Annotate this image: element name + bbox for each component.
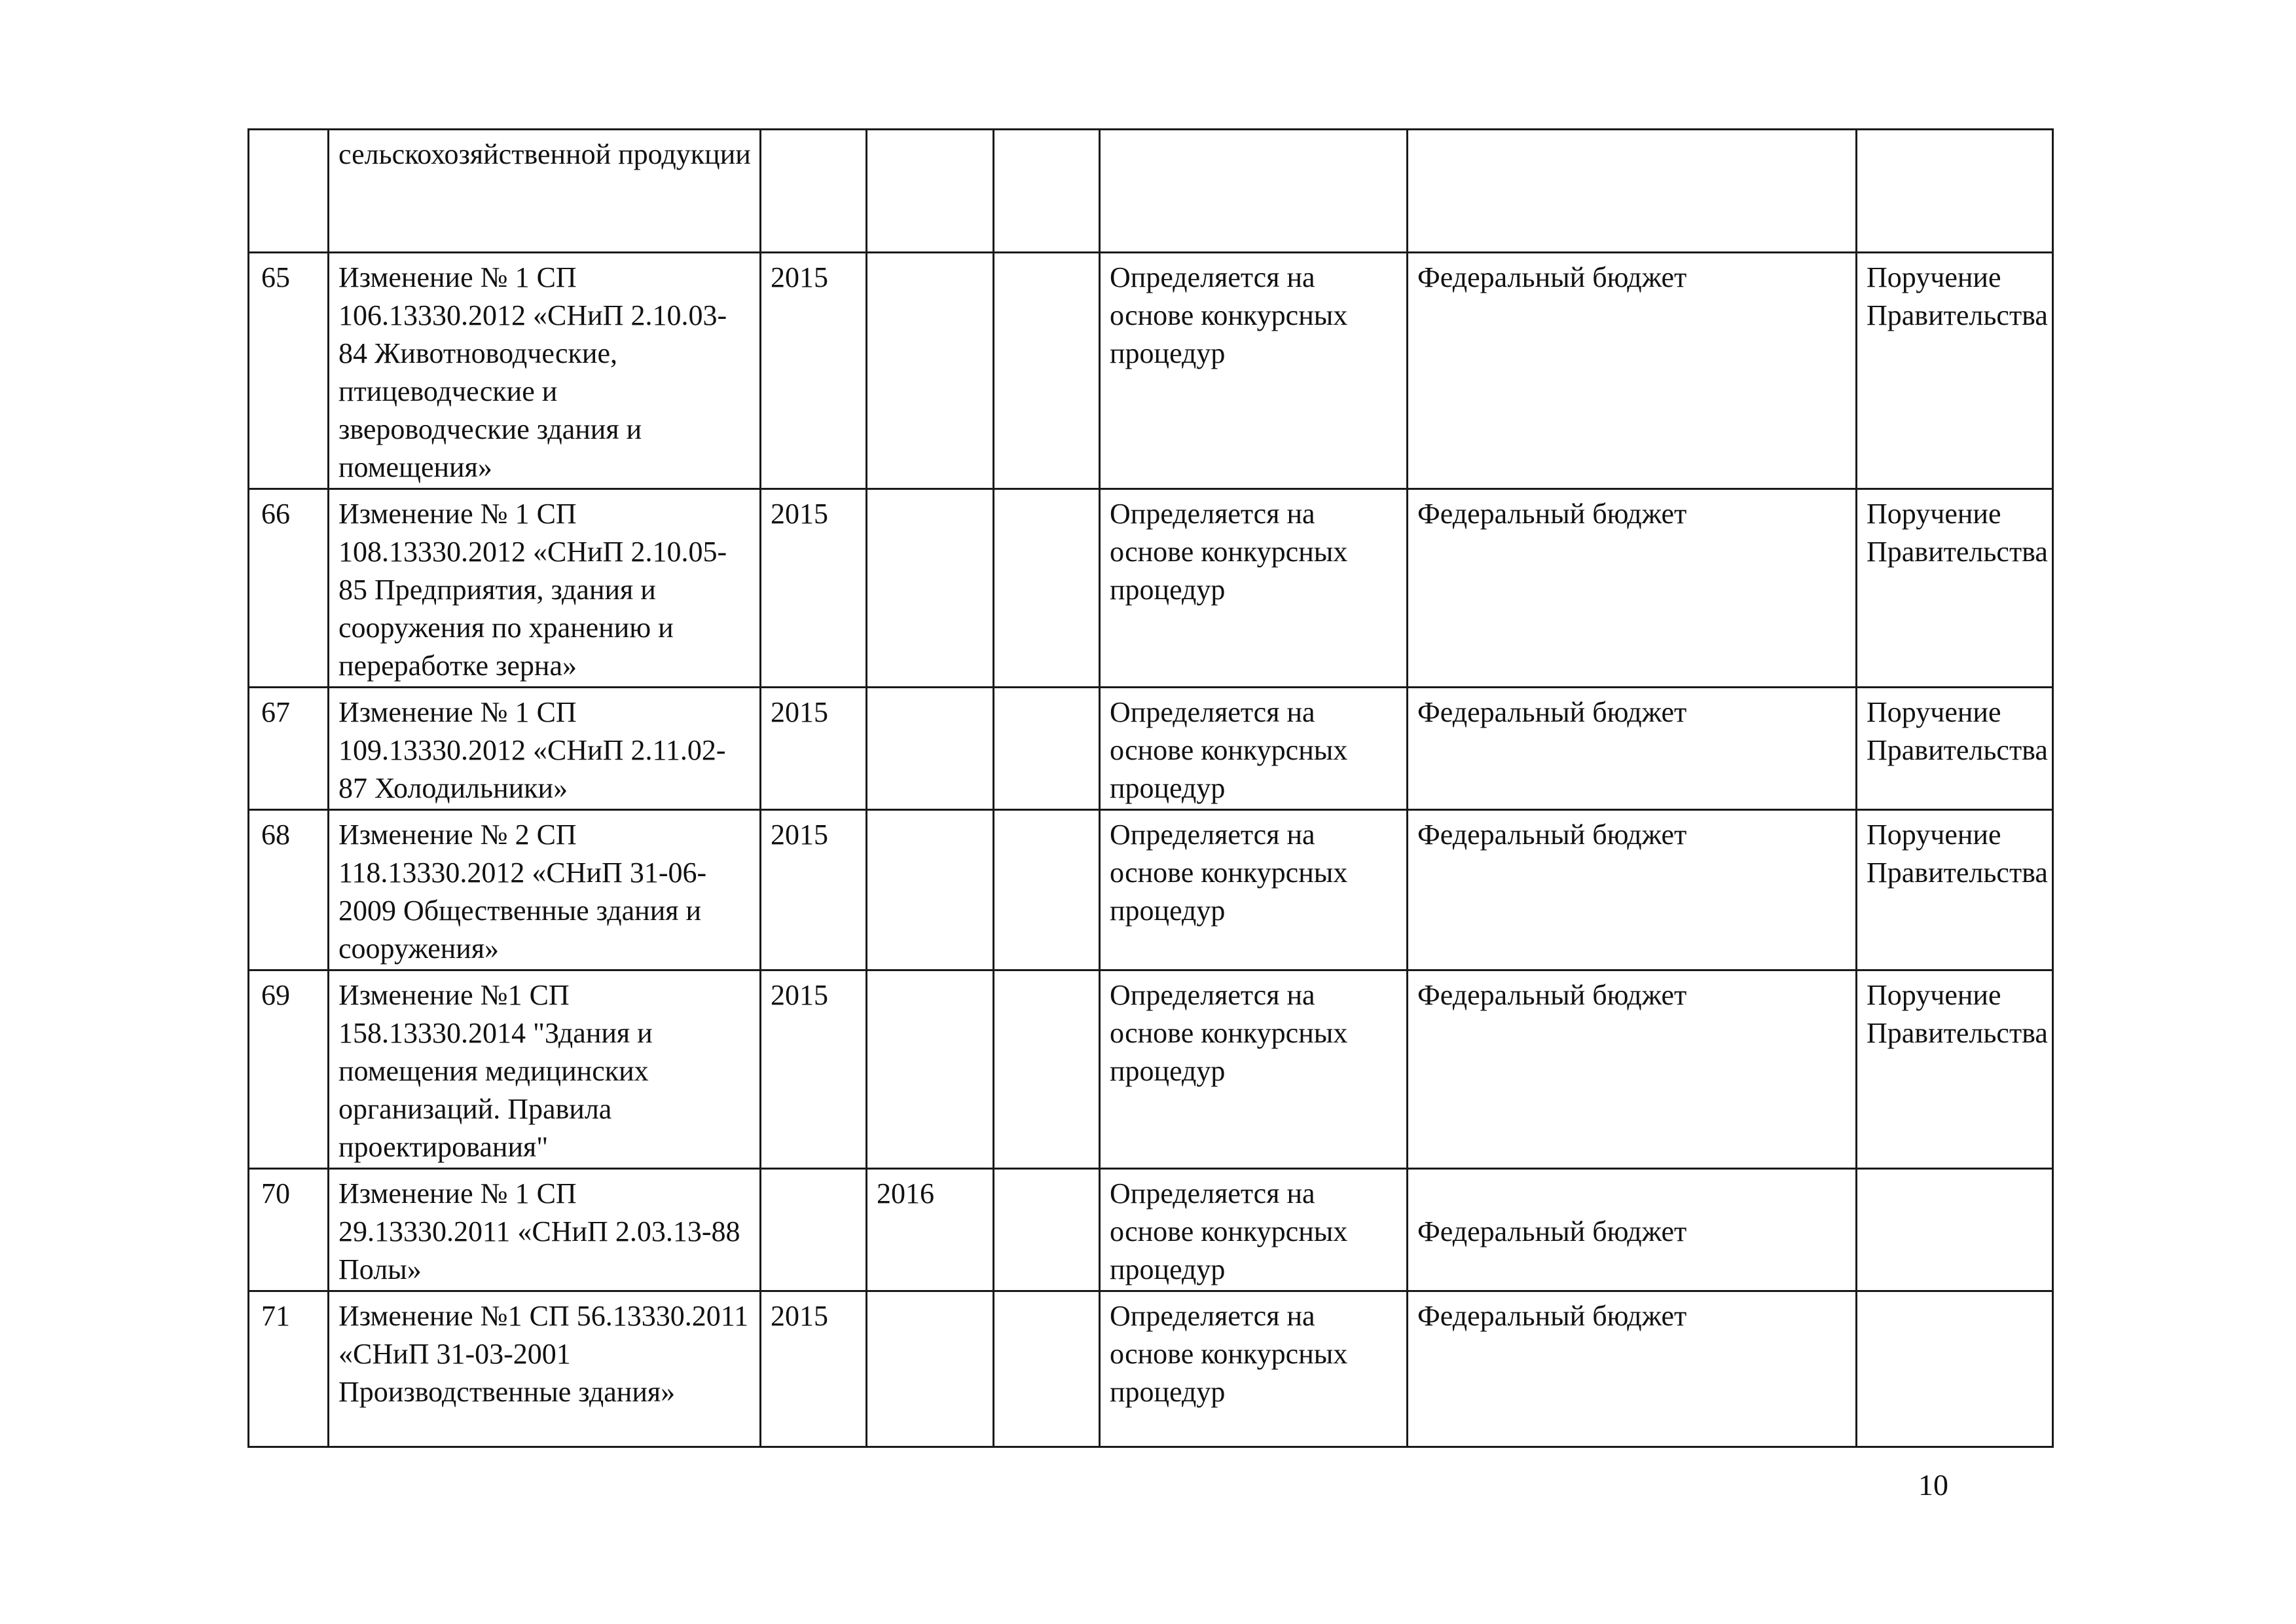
row-number: 67 — [249, 688, 329, 810]
row-number: 66 — [249, 489, 329, 688]
year-2016-cell — [867, 970, 994, 1169]
year-2015-cell: 2015 — [761, 810, 867, 970]
year-2015-cell: 2015 — [761, 253, 867, 489]
document-name: Изменение № 2 СП 118.13330.2012 «СНиП 31-06-2009 Общественные здания и сооружения» — [329, 810, 761, 970]
year-2015-cell — [761, 1169, 867, 1291]
year-2015-cell: 2015 — [761, 489, 867, 688]
basis-cell — [1857, 130, 2053, 253]
funding-source-cell — [1408, 130, 1857, 253]
document-name: Изменение №1 СП 158.13330.2014 "Здания и помещения медицинских организаций. Правила проектирования" — [329, 970, 761, 1169]
plan-table — [247, 128, 2054, 1448]
year-2015-cell — [761, 130, 867, 253]
executor-cell: Определяется на основе конкурсных процедур — [1100, 688, 1408, 810]
basis-cell: Поручение Правительства — [1857, 810, 2053, 970]
executor-cell: Определяется на основе конкурсных процедур — [1100, 1291, 1408, 1447]
table-row — [249, 810, 2053, 970]
empty-cell — [994, 688, 1100, 810]
year-2016-cell — [867, 130, 994, 253]
year-2016-cell: 2016 — [867, 1169, 994, 1291]
basis-cell: Поручение Правительства — [1857, 970, 2053, 1169]
year-2016-cell — [867, 489, 994, 688]
empty-cell — [994, 1169, 1100, 1291]
year-2016-cell — [867, 688, 994, 810]
table-row — [249, 489, 2053, 688]
document-name: сельскохозяйственной продукции — [329, 130, 761, 253]
year-2015-cell: 2015 — [761, 1291, 867, 1447]
row-number: 65 — [249, 253, 329, 489]
document-name: Изменение №1 СП 56.13330.2011 «СНиП 31-03-2001 Производственные здания» — [329, 1291, 761, 1447]
year-2015-cell: 2015 — [761, 688, 867, 810]
funding-source-cell: Федеральный бюджет — [1408, 970, 1857, 1169]
executor-cell: Определяется на основе конкурсных процедур — [1100, 970, 1408, 1169]
empty-cell — [994, 489, 1100, 688]
year-2016-cell — [867, 810, 994, 970]
executor-cell — [1100, 130, 1408, 253]
row-number: 68 — [249, 810, 329, 970]
document-name: Изменение № 1 СП 29.13330.2011 «СНиП 2.03.13-88 Полы» — [329, 1169, 761, 1291]
year-2016-cell — [867, 1291, 994, 1447]
document-name: Изменение № 1 СП 109.13330.2012 «СНиП 2.11.02-87 Холодильники» — [329, 688, 761, 810]
executor-cell: Определяется на основе конкурсных процедур — [1100, 253, 1408, 489]
executor-cell: Определяется на основе конкурсных процедур — [1100, 810, 1408, 970]
table-row — [249, 130, 2053, 253]
funding-source-cell: Федеральный бюджет — [1408, 1169, 1857, 1291]
table-row — [249, 970, 2053, 1169]
document-name: Изменение № 1 СП 106.13330.2012 «СНиП 2.10.03-84 Животноводческие, птицеводческие и звероводческие здания и помещения» — [329, 253, 761, 489]
empty-cell — [994, 1291, 1100, 1447]
funding-source-cell: Федеральный бюджет — [1408, 489, 1857, 688]
row-number — [249, 130, 329, 253]
executor-cell: Определяется на основе конкурсных процедур — [1100, 489, 1408, 688]
year-2015-cell: 2015 — [761, 970, 867, 1169]
row-number: 71 — [249, 1291, 329, 1447]
document-name: Изменение № 1 СП 108.13330.2012 «СНиП 2.10.05-85 Предприятия, здания и сооружения по хранению и переработке зерна» — [329, 489, 761, 688]
table-row — [249, 253, 2053, 489]
funding-source-cell: Федеральный бюджет — [1408, 688, 1857, 810]
funding-source-cell: Федеральный бюджет — [1408, 1291, 1857, 1447]
table-row — [249, 1291, 2053, 1447]
row-number: 70 — [249, 1169, 329, 1291]
basis-cell — [1857, 1291, 2053, 1447]
row-number: 69 — [249, 970, 329, 1169]
funding-source-cell: Федеральный бюджет — [1408, 253, 1857, 489]
table-row — [249, 1169, 2053, 1291]
empty-cell — [994, 810, 1100, 970]
empty-cell — [994, 253, 1100, 489]
page-number: 10 — [1918, 1468, 1948, 1502]
basis-cell — [1857, 1169, 2053, 1291]
empty-cell — [994, 970, 1100, 1169]
table-row — [249, 688, 2053, 810]
basis-cell: Поручение Правительства — [1857, 688, 2053, 810]
basis-cell: Поручение Правительства — [1857, 253, 2053, 489]
funding-source-cell: Федеральный бюджет — [1408, 810, 1857, 970]
executor-cell: Определяется на основе конкурсных процедур — [1100, 1169, 1408, 1291]
year-2016-cell — [867, 253, 994, 489]
empty-cell — [994, 130, 1100, 253]
basis-cell: Поручение Правительства — [1857, 489, 2053, 688]
